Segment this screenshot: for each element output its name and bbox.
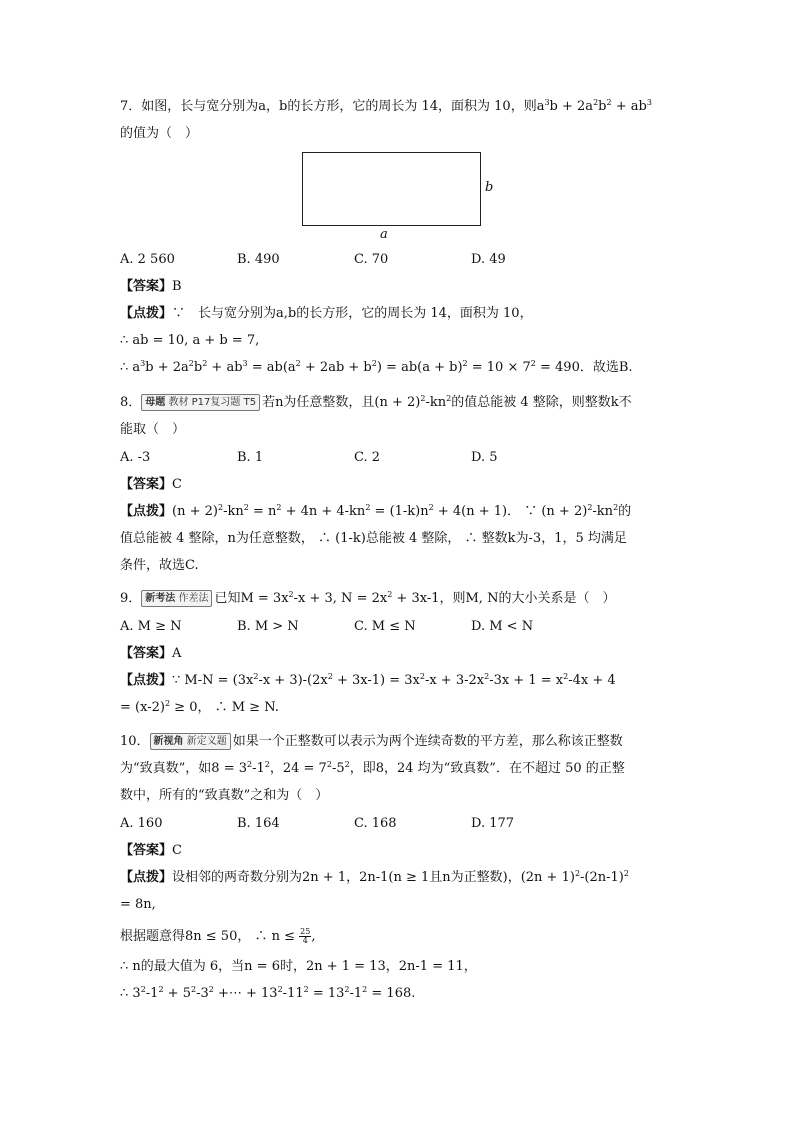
q8-stem-line1: 8． 母题 教材 P17复习题 T5 若n为任意整数，且$(n + 2)^2-kn^2$的值总能被 4 整除，则整数k不 — [120, 394, 632, 410]
q8-option-d: D. 5 — [471, 450, 498, 465]
q9-option-a: A. M ≥ N — [120, 619, 182, 634]
q8-option-a: A. -3 — [120, 450, 151, 465]
q10-stem-line1: 10． 新视角 新定义题 如果一个正整数可以表示为两个连续奇数的平方差，那么称该正整数 — [120, 734, 623, 749]
q10-hint-line4: ∴ n的最大值为 6，当n = 6时，2n + 1 = 13，2n-1 = 11， — [120, 959, 477, 974]
q8-source-tag: 母题 教材 P17复习题 T5 — [141, 394, 260, 411]
q9-stem: 9． 新考法 作差法 已知$M = 3x^2-x + 3$, $N = 2x^2 + 3x-1$，则M, N的大小关系是（ ） — [120, 590, 616, 606]
q9-options — [120, 618, 588, 636]
q10-option-c: C. 168 — [354, 816, 397, 831]
q7-options — [120, 251, 588, 269]
q8-option-c: C. 2 — [354, 450, 381, 465]
q7-hint-line2: ∴ ab = 10, a + b = 7, — [120, 333, 260, 348]
q7-label-b: b — [485, 180, 494, 195]
q7-stem-line2: 的值为（ ） — [120, 126, 199, 141]
q10-hint-line3: 根据题意得8n ≤ 50， ∴ n ≤ $\frac{25}{4}$ , — [120, 927, 316, 945]
q10-option-a: A. 160 — [120, 816, 163, 831]
q10-hint-line2: = 8n, — [120, 897, 156, 912]
q10-options — [120, 815, 588, 833]
q10-answer: 【答案】C — [120, 843, 182, 858]
q8-hint-line1: 【点拨】$(n + 2)^2-kn^2 = n^2 + 4n + 4-kn^2 = (1-k)n^2 + 4(n + 1)$． ∵ $(n + 2)^2-kn^2$的 — [120, 503, 632, 519]
q9-option-c: C. M ≤ N — [354, 619, 416, 634]
q10-perspective-tag: 新视角 新定义题 — [150, 733, 231, 750]
q7-stem-line1: 7．如图，长与宽分别为a，b的长方形，它的周长为 14，面积为 10，则$a^3b + 2a^2b^2 + ab^3$ — [120, 98, 652, 114]
q7-label-a: a — [380, 227, 388, 242]
q10-option-b: B. 164 — [237, 816, 280, 831]
q8-answer: 【答案】C — [120, 477, 182, 492]
q8-hint-line2: 值总能被 4 整除，n为任意整数， ∴ (1-k)总能被 4 整除， ∴ 整数k为-3，1，5 均满足 — [120, 531, 627, 546]
q9-option-b: B. M > N — [237, 619, 299, 634]
q9-method-tag: 新考法 作差法 — [141, 590, 212, 607]
q7-option-d: D. 49 — [471, 252, 506, 267]
q10-stem-line3: 数中，所有的“致真数”之和为（ ） — [120, 788, 329, 803]
q10-hint-line5: ∴ $3^2-1^2 + 5^2-3^2$ +⋯ + $13^2-11^2 = 13^2-1^2 = 168$. — [120, 985, 416, 1001]
q7-hint-line1: 【点拨】∵ 长与宽分别为a,b的长方形，它的周长为 14，面积为 10， — [120, 306, 533, 321]
q8-hint-line3: 条件，故选C. — [120, 558, 199, 573]
q10-fraction: $\frac{25}{4}$ — [300, 927, 311, 945]
q10-option-d: D. 177 — [471, 816, 515, 831]
q7-rectangle-figure — [302, 152, 481, 226]
q9-hint-line1: 【点拨】∵ $M-N = (3x^2-x + 3)-(2x^2 + 3x-1) = 3x^2-x + 3-2x^2-3x + 1 = x^2-4x + 4$ — [120, 672, 616, 688]
q9-hint-line2: = $(x-2)^2 \ge 0$， ∴ M ≥ N. — [120, 699, 279, 715]
q10-stem-line2: 为“致真数”，如$8 = 3^2-1^2$，$24 = 7^2-5^2$，即8，24 均为“致真数”．在不超过 50 的正整 — [120, 760, 625, 776]
q7-option-c: C. 70 — [354, 252, 389, 267]
q7-answer: 【答案】B — [120, 279, 182, 294]
q7-option-a: A. 2 560 — [120, 252, 175, 267]
q9-option-d: D. M < N — [471, 619, 534, 634]
q9-answer: 【答案】A — [120, 646, 182, 661]
q8-options — [120, 449, 588, 467]
q8-stem-line2: 能取（ ） — [120, 422, 186, 437]
q7-option-b: B. 490 — [237, 252, 280, 267]
q8-option-b: B. 1 — [237, 450, 264, 465]
q10-hint-line1: 【点拨】设相邻的两奇数分别为2n + 1，2n-1(n ≥ 1且n为正整数)，$(2n + 1)^2-(2n-1)^2$ — [120, 869, 629, 885]
q7-hint-line3: ∴ $a^3b + 2a^2b^2 + ab^3 = ab(a^2 + 2ab + b^2) = ab(a + b)^2 = 10 \times 7^2 = 490$．故选B. — [120, 359, 633, 375]
